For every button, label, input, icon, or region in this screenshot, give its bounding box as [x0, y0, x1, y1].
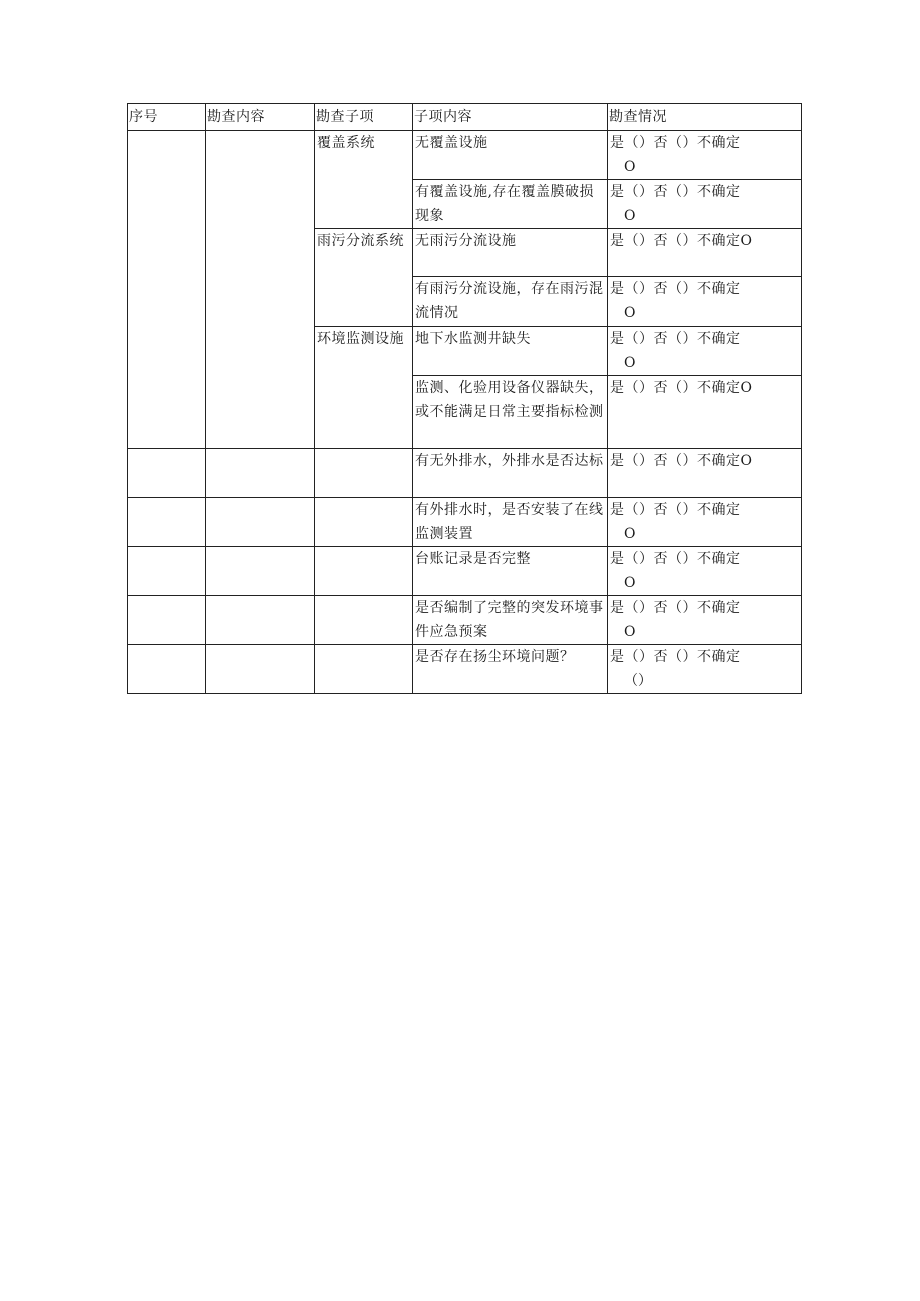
cell-item-content: [413, 449, 608, 498]
item-text: 有覆盖设施,存在覆盖膜破损现象: [415, 184, 594, 224]
item-text: 有雨污分流设施，存在雨污混流情况: [415, 281, 604, 321]
cell-status: [608, 596, 802, 645]
cell-status: [608, 327, 802, 376]
status-text: 是（）否（）不确定 O: [610, 502, 741, 542]
item-text: 有外排水时，是否安装了在线监测装置: [415, 502, 604, 542]
header-cell-number: 序号: [128, 104, 206, 131]
status-text: 是（）否（）不确定O: [610, 453, 753, 469]
cell-item-content: [413, 277, 608, 327]
cell-subitem: [315, 596, 413, 645]
cell-item-content: [413, 229, 608, 277]
status-text: 是（）否（）不确定 O: [610, 331, 741, 371]
cell-content: [206, 498, 315, 547]
cell-item-content: [413, 645, 608, 694]
survey-table: [127, 103, 802, 694]
cell-subitem: [315, 645, 413, 694]
subitem-label: 覆盖系统: [317, 135, 375, 151]
cell-status: [608, 498, 802, 547]
subitem-label: 环境监测设施: [317, 331, 404, 347]
cell-status: [608, 277, 802, 327]
subitem-label: 雨污分流系统: [317, 233, 404, 249]
cell-subitem: [315, 547, 413, 596]
item-text: 地下水监测井缺失: [415, 331, 531, 347]
cell-number: [128, 131, 206, 449]
cell-status: [608, 376, 802, 449]
cell-status: [608, 131, 802, 180]
cell-number: [128, 596, 206, 645]
cell-number: [128, 449, 206, 498]
cell-subitem: [315, 449, 413, 498]
table-row: [128, 498, 802, 547]
status-text: 是（）否（）不确定 O: [610, 281, 741, 321]
table-row: [128, 596, 802, 645]
cell-subitem: [315, 327, 413, 449]
item-text: 是否存在扬尘环境问题？: [415, 649, 575, 665]
cell-subitem: [315, 131, 413, 229]
cell-number: [128, 645, 206, 694]
cell-status: [608, 180, 802, 229]
cell-item-content: [413, 180, 608, 229]
cell-content: [206, 547, 315, 596]
cell-item-content: [413, 131, 608, 180]
cell-status: [608, 449, 802, 498]
status-text: 是（）否（）不确定 O: [610, 600, 741, 640]
header-row: [128, 104, 802, 131]
header-cell-content: 勘查内容: [206, 104, 315, 131]
cell-status: [608, 229, 802, 277]
cell-content: [206, 596, 315, 645]
cell-subitem: [315, 229, 413, 327]
cell-status: [608, 645, 802, 694]
cell-content: [206, 645, 315, 694]
cell-number: [128, 498, 206, 547]
header-cell-subitem: 勘查子项: [315, 104, 413, 131]
cell-item-content: [413, 327, 608, 376]
status-text: 是（）否（）不确定 O: [610, 184, 741, 224]
status-text: 是（）否（）不确定O: [610, 380, 753, 396]
survey-sheet: [127, 103, 802, 694]
cell-status: [608, 547, 802, 596]
item-text: 无覆盖设施: [415, 135, 488, 151]
cell-item-content: [413, 547, 608, 596]
cell-item-content: [413, 376, 608, 449]
status-text: 是（）否（）不确定O: [610, 233, 753, 249]
header-cell-status: 勘查情况: [608, 104, 802, 131]
cell-item-content: [413, 596, 608, 645]
status-text: 是（）否（）不确定 O: [610, 135, 741, 175]
cell-number: [128, 547, 206, 596]
table-row: [128, 131, 802, 180]
cell-content: [206, 449, 315, 498]
table-row: [128, 645, 802, 694]
cell-item-content: [413, 498, 608, 547]
item-text: 有无外排水，外排水是否达标: [415, 453, 604, 469]
cell-subitem: [315, 498, 413, 547]
status-text: 是（）否（）不确定 （）: [610, 649, 741, 689]
cell-content: [206, 131, 315, 449]
item-text: 无雨污分流设施: [415, 233, 517, 249]
item-text: 监测、化验用设备仪器缺失，或不能满足日常主要指标检测: [415, 380, 604, 420]
header-cell-subitem-content: 子项内容: [413, 104, 608, 131]
table-row: [128, 449, 802, 498]
status-text: 是（）否（）不确定 O: [610, 551, 741, 591]
item-text: 是否编制了完整的突发环境事件应急预案: [415, 600, 604, 640]
table-row: [128, 547, 802, 596]
item-text: 台账记录是否完整: [415, 551, 531, 567]
